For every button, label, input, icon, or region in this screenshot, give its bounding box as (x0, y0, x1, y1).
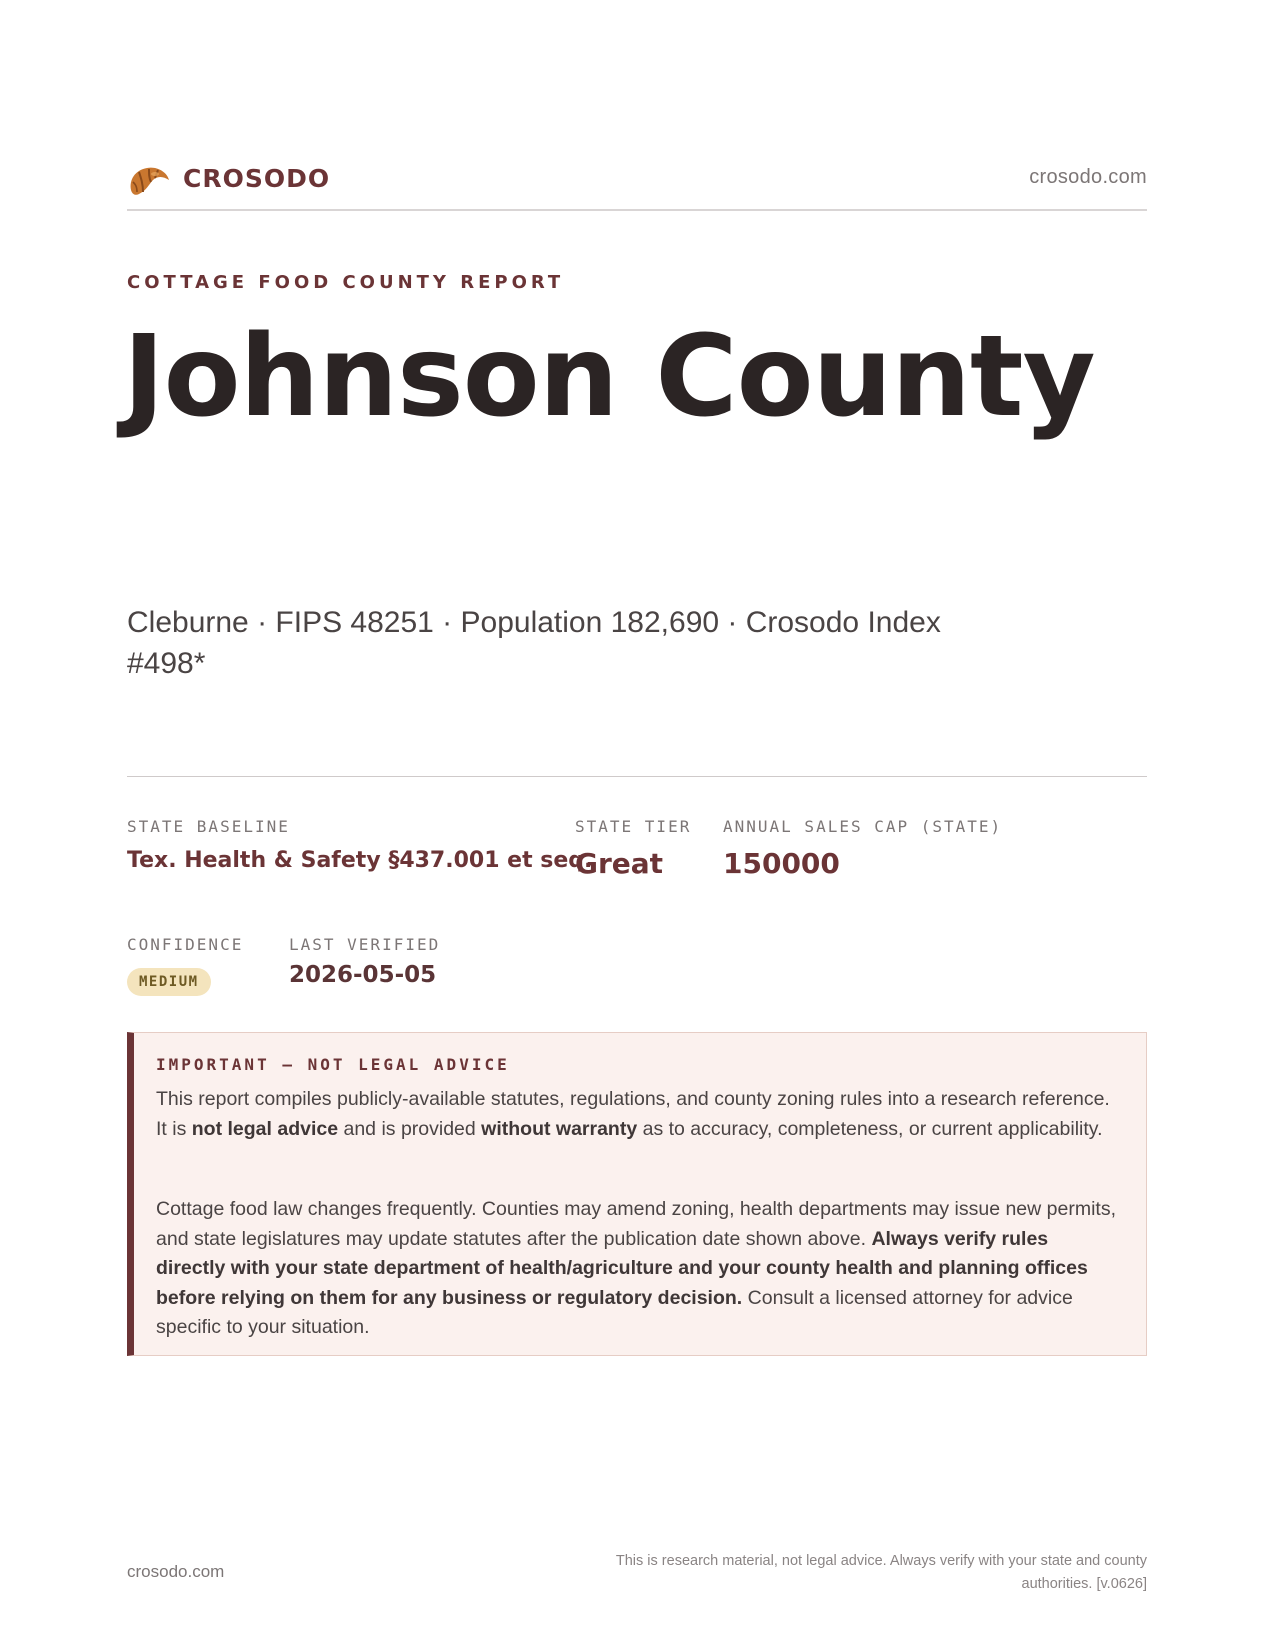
last-verified-label: LAST VERIFIED (289, 935, 441, 954)
county-subline: Cleburne · FIPS 48251 · Population 182,690 · Crosodo Index #498* (127, 606, 941, 680)
state-tier-label: STATE TIER (575, 817, 692, 836)
last-verified-value: 2026-05-05 (289, 962, 437, 988)
notice-emphasis: Always verify rules directly with your state department of health/agriculture and your county health and planning offices before relying on them for any business or regulatory decision. (156, 1227, 1088, 1309)
state-tier-value: Great (575, 847, 664, 880)
notice-emphasis: not legal advice (191, 1117, 339, 1140)
sales-cap-value: 150000 (723, 847, 840, 880)
notice-text: Cottage food law changes frequently. Counties may amend zoning, health departments may issue new permits, and state legislatures may update statutes after the publication date shown above. (156, 1198, 1116, 1250)
state-baseline-value: Tex. Health & Safety §437.001 et seq. (127, 848, 593, 873)
confidence-label: CONFIDENCE (127, 935, 244, 954)
header-divider (127, 209, 1147, 211)
notice-text: Consult a licensed attorney for advice specific to your situation. (156, 1286, 1073, 1338)
notice-emphasis: without warranty (481, 1117, 638, 1140)
notice-paragraph-2 (156, 1195, 1118, 1343)
report-page (123, 0, 1147, 1650)
confidence-badge: MEDIUM (127, 968, 211, 996)
brand-name: CROSODO (183, 164, 331, 193)
site-url[interactable]: crosodo.com (1029, 166, 1147, 188)
notice-text: as to accuracy, completeness, or current applicability. (637, 1117, 1103, 1140)
page-title: Johnson County (123, 312, 1095, 442)
state-baseline-label: STATE BASELINE (127, 817, 290, 836)
notice-text: and is provided (338, 1117, 482, 1140)
notice-paragraph-1 (156, 1085, 1118, 1144)
notice-title: IMPORTANT — NOT LEGAL ADVICE (156, 1055, 510, 1074)
legal-notice (127, 1032, 1147, 1356)
section-divider (127, 776, 1147, 777)
footer-disclaimer: This is research material, not legal advice. Always verify with your state and county authorities. [v.0626] (615, 1553, 1147, 1592)
brand-header (127, 158, 1147, 200)
notice-text: This report compiles publicly-available statutes, regulations, and county zoning rules into a research reference. It is (156, 1088, 1110, 1140)
croissant-icon (127, 162, 171, 198)
sales-cap-label: ANNUAL SALES CAP (STATE) (723, 817, 1003, 836)
report-eyebrow: COTTAGE FOOD COUNTY REPORT (127, 272, 565, 293)
footer-site-url[interactable]: crosodo.com (127, 1562, 225, 1581)
